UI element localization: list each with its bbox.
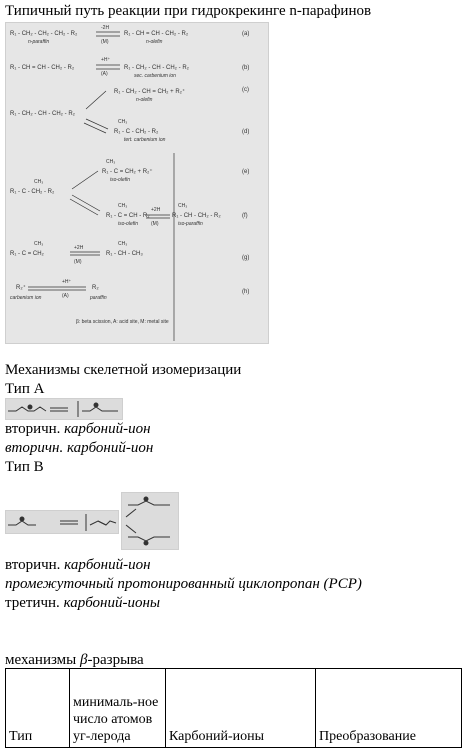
- ch3-d: CH₃: [118, 119, 128, 125]
- label-n-olefin: n-olefin: [146, 39, 163, 45]
- label-plus-2h-g: +2H: [74, 245, 84, 251]
- label-plus-h-h: +H⁺: [62, 279, 72, 285]
- formula-d: R₁ - C - CH₂ - R₂: [114, 129, 159, 135]
- row-tag-c: (c): [242, 87, 249, 93]
- row-tag-b: (b): [242, 65, 250, 71]
- type-a-line-1-ion: карбоний-ион: [64, 421, 151, 437]
- type-b-label: Тип В: [5, 459, 44, 475]
- formula-h-right: R₂: [92, 285, 99, 291]
- label-iso-olefin-f: iso-olefin: [118, 221, 139, 227]
- row-tag-d: (d): [242, 129, 250, 135]
- table-header-row: [6, 669, 462, 748]
- table-header-carbenium: Карбоний-ионы: [166, 669, 316, 748]
- row-tag-f: (f): [242, 213, 248, 219]
- formula-f-right: R₁ - CH - CH₂ - R₂: [172, 213, 221, 219]
- scheme-legend: β: beta scission, A: acid site, M: metal site: [76, 319, 169, 325]
- formula-a-right: R₁ - CH = CH - CH₂ - R₂: [124, 31, 189, 37]
- row-tag-a: (a): [242, 31, 250, 37]
- type-b-scheme-image-left: [5, 510, 119, 534]
- label-acid-h: (A): [62, 293, 69, 299]
- formula-d-left: R₁ - C - CH₂ - R₂: [10, 189, 55, 195]
- beta-scission-table: [5, 668, 462, 748]
- label-metal-a: (M): [101, 39, 109, 45]
- type-a-line-2: вторичн. карбоний-ион: [5, 440, 154, 456]
- formula-e: R₁ - C = CH₂ + R₂⁺: [102, 169, 153, 175]
- label-iso-olefin: iso-olefin: [110, 177, 131, 183]
- row-tag-e: (e): [242, 169, 250, 175]
- type-a-scheme-image: [5, 398, 123, 420]
- page-title: Типичный путь реакции при гидрокрекинге n-парафинов: [5, 3, 372, 19]
- ch3-f-right: CH₃: [178, 203, 188, 209]
- type-a-line-1-prefix: вторичн.: [5, 421, 61, 437]
- type-b-line-2: промежуточный протонированный циклопропан (PCP): [5, 576, 362, 592]
- beta-title: [5, 651, 144, 669]
- label-iso-paraffin: iso-paraffin: [178, 221, 203, 227]
- table-header-transformation: Преобразование: [316, 669, 462, 748]
- formula-b-ion: R₁ - CH₂ - CH - CH₂ - R₂: [10, 111, 76, 117]
- ch3-e: CH₃: [106, 159, 116, 165]
- label-metal-f: (M): [151, 221, 159, 227]
- label-plus-h: +H⁺: [101, 57, 111, 63]
- table-header-type: Тип: [6, 669, 70, 748]
- formula-a-left: R₁ - CH₂ - CH₂ - CH₂ - R₂: [10, 31, 78, 37]
- reaction-scheme-image: [5, 22, 269, 344]
- table-header-min-carbon: минималь-ное число атомов уг-лерода: [70, 669, 166, 748]
- label-metal-g: (M): [74, 259, 82, 265]
- reaction-scheme-drawing: [6, 23, 268, 343]
- label-carbenium: carbenium ion: [10, 295, 42, 301]
- beta-title-suffix: -разрыва: [87, 652, 144, 668]
- type-b-line-1: [5, 556, 151, 574]
- row-tag-g: (g): [242, 255, 250, 261]
- type-a-line-1: [5, 420, 151, 438]
- type-b-scheme-image-right: [121, 492, 179, 550]
- label-paraffin-h: paraffin: [90, 295, 107, 301]
- label-tert-ion: tert. carbenium ion: [124, 137, 166, 143]
- formula-h-left: R₂⁺: [16, 285, 26, 291]
- label-plus-2h: +2H: [151, 207, 161, 213]
- type-b-line-1-ion: карбоний-ион: [64, 557, 151, 573]
- formula-b-right: R₁ - CH₂ - CH - CH₂ - R₂: [124, 65, 190, 71]
- type-b-line-3-prefix: третичн.: [5, 595, 60, 611]
- type-b-line-1-prefix: вторичн.: [5, 557, 61, 573]
- isomerization-title: Механизмы скелетной изомеризации: [5, 362, 242, 378]
- type-b-line-3-ion: карбоний-ионы: [63, 595, 161, 611]
- ch3-f-mid: CH₃: [118, 203, 128, 209]
- ch3-f-left: CH₃: [34, 179, 44, 185]
- label-n-paraffin: n-paraffin: [28, 39, 50, 45]
- label-acid-b: (A): [101, 71, 108, 77]
- formula-c: R₁ - CH₂ - CH = CH₂ + R₂⁺: [114, 89, 186, 95]
- formula-g-right: R₁ - CH - CH₃: [106, 251, 143, 257]
- label-sec-ion: sec. carbenium ion: [134, 73, 176, 79]
- formula-f-mid: R₁ - C = CH - R₂: [106, 213, 150, 219]
- row-tag-h: (h): [242, 289, 250, 295]
- label-minus-2h: -2H: [101, 25, 110, 31]
- beta-title-prefix: механизмы: [5, 652, 77, 668]
- ch3-g-right: CH₃: [118, 241, 128, 247]
- type-b-line-3: [5, 594, 160, 612]
- formula-b-left: R₁ - CH = CH - CH₂ - R₂: [10, 65, 75, 71]
- beta-symbol: β: [80, 652, 88, 668]
- type-a-label: Тип А: [5, 381, 45, 397]
- label-n-olefin-c: n-olefin: [136, 97, 153, 103]
- ch3-g-left: CH₃: [34, 241, 44, 247]
- formula-g-left: R₁ - C = CH₂: [10, 251, 44, 257]
